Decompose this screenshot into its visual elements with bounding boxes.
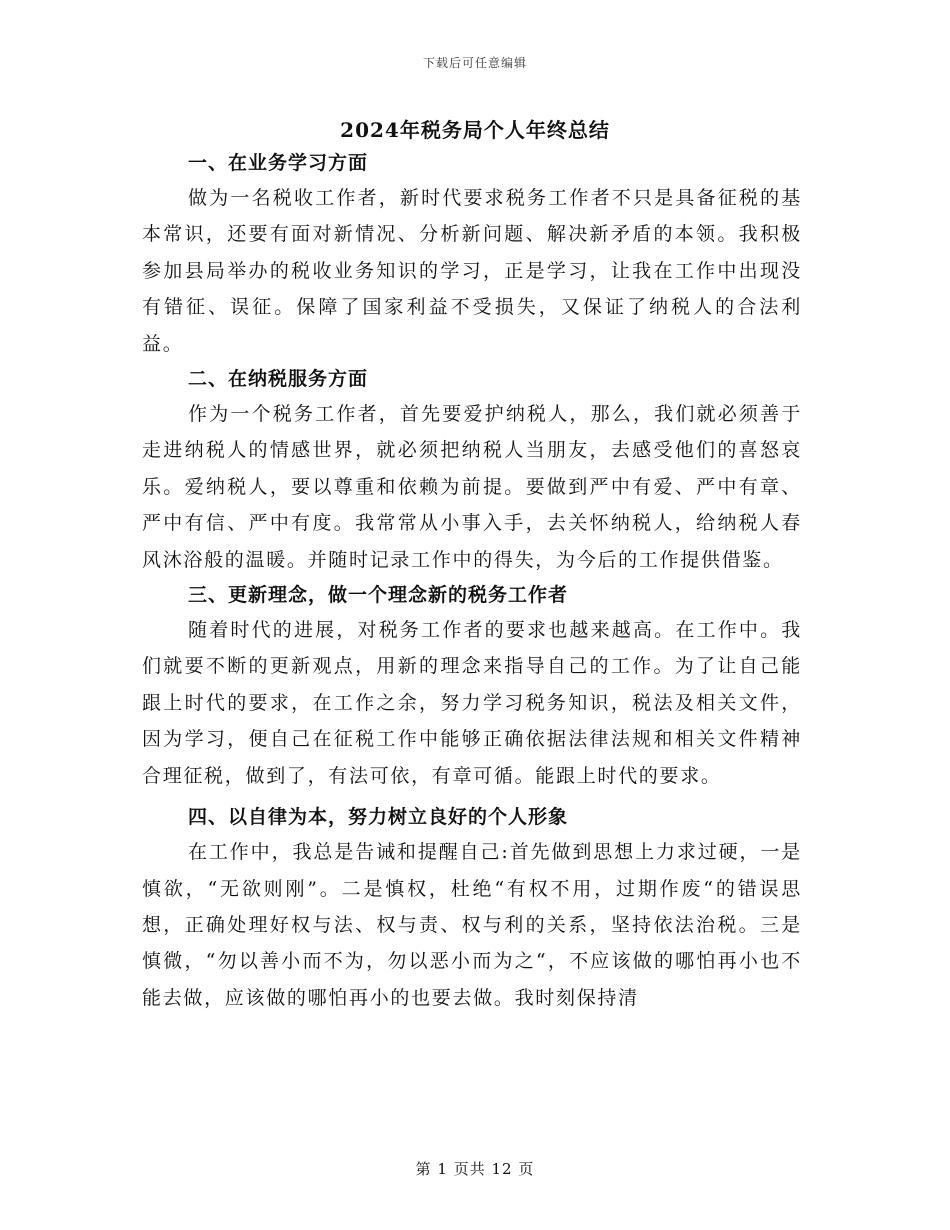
section-paragraph-1: 做为一名税收工作者，新时代要求税务工作者不只是具备征税的基本常识，还要有面对新情况、分析新问题、解决新矛盾的本领。我积极参加县局举办的税收业务知识的学习，正是学习，让我在工作中出现没有错征、误征。保障了国家利益不受损失，又保证了纳税人的合法利益。 [142, 187, 802, 355]
section-paragraph-3: 随着时代的进展，对税务工作者的要求也越来越高。在工作中。我们就要不断的更新观点，用新的理念来指导自己的工作。为了让自己能跟上时代的要求，在工作之余，努力学习税务知识，税法及相关文件，因为学习，便自己在征税工作中能够正确依据法律法规和相关文件精神合理征税，做到了，有法可依，有章可循。能跟上时代的要求。 [142, 619, 802, 787]
section-paragraph-2: 作为一个税务工作者，首先要爱护纳税人，那么，我们就必须善于走进纳税人的情感世界，就必须把纳税人当朋友，去感受他们的喜怒哀乐。爱纳税人，要以尊重和依赖为前提。要做到严中有爱、严中有章、严中有信、严中有度。我常常从小事入手，去关怀纳税人，给纳税人春风沐浴般的温暖。并随时记录工作中的得失，为今后的工作提供借鉴。 [142, 403, 802, 571]
document-title: 2024年税务局个人年终总结 [340, 118, 610, 142]
section-heading-2: 二、在纳税服务方面 [188, 368, 369, 391]
document-body [142, 146, 802, 1016]
section-heading-3: 三、更新理念，做一个理念新的税务工作者 [188, 584, 569, 607]
section-paragraph-4: 在工作中，我总是告诫和提醒自己:首先做到思想上力求过硬，一是慎欲，“无欲则刚”。二是慎权，杜绝“有权不用，过期作废“的错误思想，正确处理好权与法、权与责、权与利的关系，坚持依法治税。三是慎微，“勿以善小而不为，勿以恶小而为之“，不应该做的哪怕再小也不能去做，应该做的哪怕再小的也要去做。我时刻保持清 [142, 841, 802, 1009]
section-heading-1: 一、在业务学习方面 [188, 152, 369, 174]
section-heading-4: 四、以自律为本，努力树立良好的个人形象 [188, 806, 569, 829]
page-number-footer: 第 1 页共 12 页 [415, 1160, 535, 1178]
header-note: 下载后可任意编辑 [422, 56, 527, 70]
